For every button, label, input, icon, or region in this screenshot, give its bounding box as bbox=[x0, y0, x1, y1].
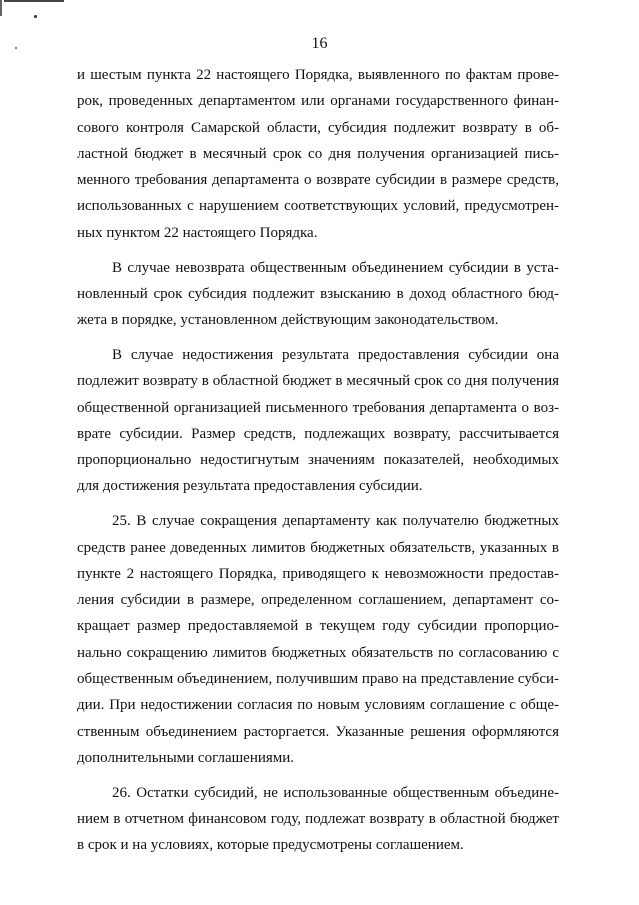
text-line: средств ранее доведенных лимитов бюджетных обязательств, указанных в bbox=[77, 539, 559, 556]
text-line: 25. В случае сокращения департаменту как получателю бюджетных bbox=[112, 513, 559, 530]
text-line: общественной организацией письменного требования департамента о воз- bbox=[77, 399, 559, 416]
paragraph bbox=[77, 62, 559, 246]
text-line: сового контроля Самарской области, субсидия подлежит возврату в об- bbox=[77, 119, 559, 136]
text-line: нием в отчетном финансовом году, подлежат возврату в областной бюджет bbox=[77, 811, 559, 828]
text-line: дии. При недостижении согласия по новым условиям соглашение с обще- bbox=[77, 697, 559, 714]
text-line: пункте 2 настоящего Порядка, приводящего к невозможности предостав- bbox=[77, 565, 559, 582]
paragraph bbox=[77, 255, 559, 334]
text-line: ления субсидии в размере, определенном соглашением, департамент со- bbox=[77, 592, 559, 609]
text-line: ластной бюджет в месячный срок со дня получения организацией пись- bbox=[77, 145, 559, 162]
text-line: нально сокращению лимитов бюджетных обязательств по согласованию с bbox=[77, 644, 559, 661]
text-line: в срок и на условиях, которые предусмотрены соглашением. bbox=[77, 837, 464, 854]
text-line: пропорционально недостигнутым значениям показателей, необходимых bbox=[77, 452, 559, 469]
text-line: использованных с нарушением соответствующих условий, предусмотрен- bbox=[77, 198, 559, 215]
paragraph bbox=[77, 342, 559, 500]
text-line: менного требования департамента о возврате субсидии в размере средств, bbox=[77, 172, 559, 189]
scan-artifact-line bbox=[4, 0, 64, 2]
text-line: жета в порядке, установленном действующим законодательством. bbox=[77, 312, 499, 329]
document-body bbox=[77, 62, 559, 859]
text-line: В случае недостижения результата предоставления субсидии она bbox=[112, 346, 559, 363]
text-line: общественным объединением, получившим право на представление субси- bbox=[77, 671, 559, 688]
text-line: рок, проведенных департаментом или органами государственного финан- bbox=[77, 93, 559, 110]
text-line: ственным объединением расторгается. Указанные решения оформляются bbox=[77, 723, 559, 740]
scan-artifact-dot bbox=[34, 15, 37, 18]
paragraph bbox=[77, 508, 559, 771]
scan-artifact-corner bbox=[0, 0, 2, 16]
text-line: ных пунктом 22 настоящего Порядка. bbox=[77, 224, 318, 241]
text-line: для достижения результата предоставления субсидии. bbox=[77, 478, 423, 495]
page-number: 16 bbox=[311, 35, 328, 52]
text-line: 26. Остатки субсидий, не использованные общественным объедине- bbox=[112, 784, 559, 801]
text-line: В случае невозврата общественным объединением субсидии в уста- bbox=[112, 259, 559, 276]
text-line: врате субсидии. Размер средств, подлежащих возврату, рассчитывается bbox=[77, 425, 559, 442]
text-line: новленный срок субсидия подлежит взысканию в доход областного бюд- bbox=[77, 285, 559, 302]
text-line: и шестым пункта 22 настоящего Порядка, выявленного по фактам прове- bbox=[77, 67, 559, 83]
text-line: дополнительными соглашениями. bbox=[77, 749, 295, 766]
paragraph bbox=[77, 780, 559, 859]
text-line: подлежит возврату в областной бюджет в месячный срок со дня получения bbox=[77, 373, 559, 390]
text-line: кращает размер предоставляемой в текущем году субсидии пропорцио- bbox=[77, 618, 559, 635]
